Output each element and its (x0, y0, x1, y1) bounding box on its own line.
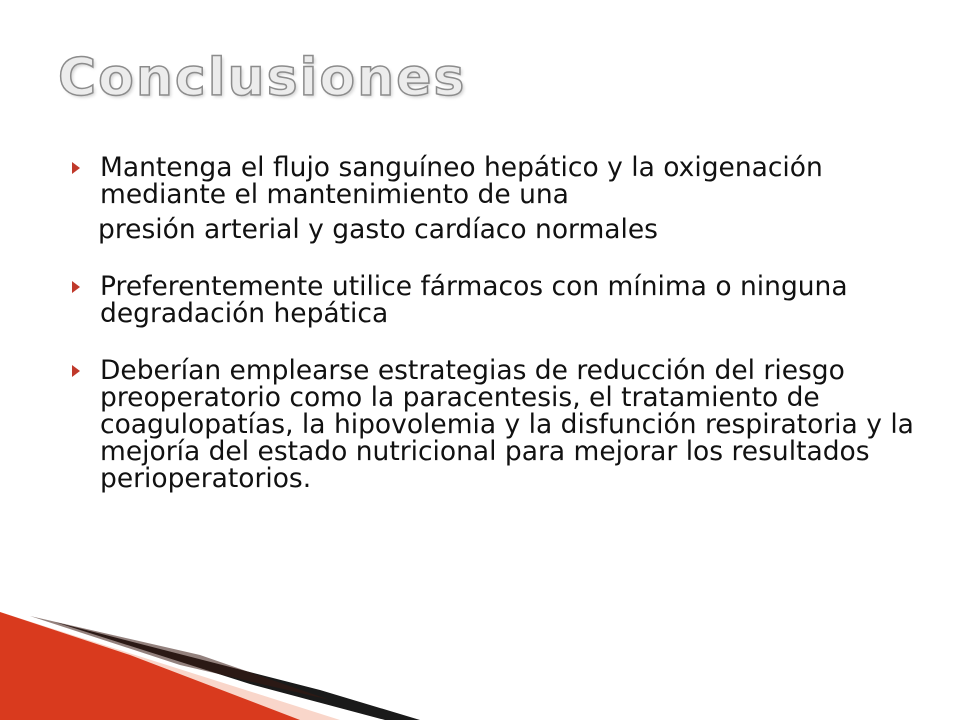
bullet-item (72, 154, 932, 243)
triangle-bullet-icon (72, 162, 80, 174)
triangle-bullet-icon (72, 365, 80, 377)
wave-red-band (0, 612, 300, 720)
bullet-continuation-text: presión arterial y gasto cardíaco normales (98, 214, 658, 245)
bullet-list (72, 154, 932, 517)
bullet-text: Preferentemente utilice fármacos con mínima o ninguna degradación hepática (100, 271, 848, 329)
bullet-text: Deberían emplearse estrategias de reducción del riesgo preoperatorio como la paracentesis, el tratamiento de coagulopatías, la hipovolemia y la disfunción respiratoria y la mejoría del estado nutricional para mejorar los resultados perioperatorios. (100, 355, 914, 494)
bullet-item (72, 357, 932, 492)
slide-title: Conclusiones (58, 48, 467, 108)
bullet-item (72, 273, 932, 327)
bullet-text: Mantenga el flujo sanguíneo hepático y la oxigenación mediante el mantenimiento de una (100, 152, 823, 210)
triangle-bullet-icon (72, 281, 80, 293)
